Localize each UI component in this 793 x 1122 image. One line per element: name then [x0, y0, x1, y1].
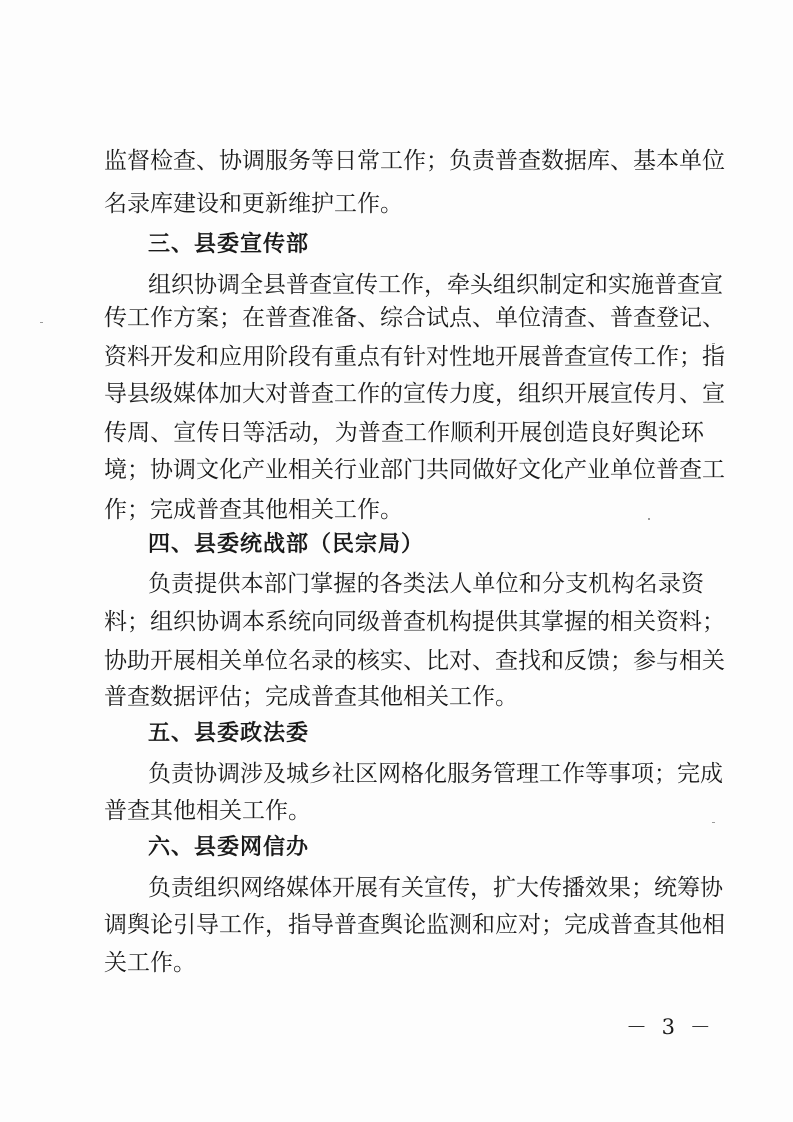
paragraph-line: 名录库建设和更新维护工作。	[104, 191, 403, 217]
section-heading: 三、县委宣传部	[148, 232, 310, 257]
paragraph-line: 境；协调文化产业相关行业部门共同做好文化产业单位普查工	[104, 457, 725, 483]
paragraph-line: 关工作。	[104, 950, 196, 976]
paragraph-line: 调舆论引导工作，指导普查舆论监测和应对；完成普查其他相	[104, 912, 725, 938]
page-number: － 3 －	[626, 1015, 715, 1039]
paragraph-line: 普查数据评估；完成普查其他相关工作。	[104, 684, 518, 710]
scan-speck	[712, 343, 715, 344]
scan-speck	[40, 322, 43, 323]
section-heading: 六、县委网信办	[148, 835, 310, 860]
paragraph-line: 负责组织网络媒体开展有关宣传，扩大传播效果；统筹协	[148, 875, 723, 901]
paragraph-line: 监督检查、协调服务等日常工作；负责普查数据库、基本单位	[104, 148, 725, 174]
paragraph-line: 负责协调涉及城乡社区网格化服务管理工作等事项；完成	[148, 761, 723, 787]
paragraph-line: 传周、宣传日等活动，为普查工作顺利开展创造良好舆论环	[104, 420, 704, 446]
paragraph-line: 组织协调全县普查宣传工作，牵头组织制定和实施普查宣	[148, 272, 723, 298]
paragraph-line: 普查其他相关工作。	[104, 798, 311, 824]
scan-speck	[648, 518, 650, 520]
paragraph-line: 传工作方案；在普查准备、综合试点、单位清查、普查登记、	[104, 305, 725, 331]
paragraph-line: 负责提供本部门掌握的各类法人单位和分支机构名录资	[148, 571, 704, 597]
scan-speck	[712, 822, 715, 823]
paragraph-line: 协助开展相关单位名录的核实、比对、查找和反馈；参与相关	[104, 648, 725, 674]
paragraph-line: 资料开发和应用阶段有重点有针对性地开展普查宣传工作；指	[104, 344, 725, 370]
paragraph-line: 料；组织协调本系统向同级普查机构提供其掌握的相关资料；	[104, 609, 725, 635]
paragraph-line: 作；完成普查其他相关工作。	[104, 497, 403, 523]
paragraph-line: 导县级媒体加大对普查工作的宣传力度，组织开展宣传月、宣	[104, 381, 725, 407]
section-heading: 四、县委统战部（民宗局）	[148, 532, 425, 557]
section-heading: 五、县委政法委	[148, 721, 310, 746]
